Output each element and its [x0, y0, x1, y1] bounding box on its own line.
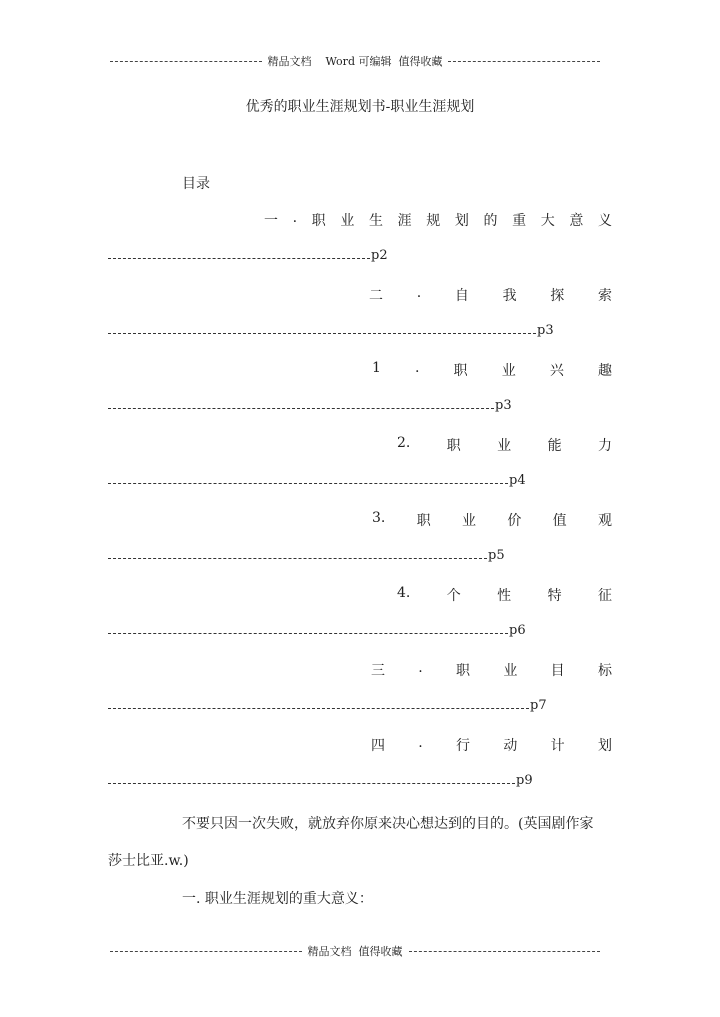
toc-dot-leader — [108, 258, 370, 259]
toc-entry-char: 标 — [597, 663, 612, 679]
page-footer — [110, 943, 600, 959]
toc-entry-char: 四 — [371, 738, 385, 754]
toc-entry-title — [372, 360, 612, 380]
toc-entry-char: 职 — [456, 663, 471, 679]
header-rule-right — [448, 61, 600, 62]
toc-entry-char: 个 — [446, 588, 461, 604]
quote-line-2: 莎士比亚.w.) — [108, 853, 189, 869]
toc-entry — [108, 285, 612, 338]
toc-entry-char: 业 — [503, 663, 518, 679]
toc-entry-char: 涯 — [397, 213, 412, 229]
toc-entry-leader — [108, 772, 533, 788]
footer-rule-left — [110, 951, 302, 952]
toc-page-number: p3 — [495, 398, 512, 413]
toc-dot-leader — [108, 633, 508, 634]
toc-entry-char: 观 — [598, 513, 612, 529]
toc-entry-char: 目 — [550, 663, 565, 679]
toc-page-number: p3 — [537, 323, 554, 338]
toc-entry-char: 值 — [552, 513, 567, 529]
toc-entry-char: 力 — [597, 438, 612, 454]
toc-entry-char: 特 — [547, 588, 562, 604]
toc-entry-char: 大 — [540, 213, 555, 229]
toc-entry-char: 趣 — [598, 363, 612, 379]
section-heading: 一. 职业生涯规划的重大意义： — [182, 891, 373, 907]
toc-entry-char: 能 — [547, 438, 562, 454]
toc-entry-leader — [108, 547, 505, 563]
toc-page-number: p6 — [509, 623, 526, 638]
toc-entry-char: 兴 — [549, 363, 564, 379]
toc-page-number: p2 — [371, 248, 388, 263]
toc-entry-char: 业 — [497, 438, 512, 454]
header-text: 精品文档 Word 可编辑 值得收藏 — [267, 55, 443, 68]
toc-entry — [108, 210, 612, 263]
page-header — [110, 53, 600, 69]
toc-entry-title — [397, 435, 612, 455]
toc-entry-char: 职 — [453, 363, 468, 379]
toc-dot-leader — [108, 333, 536, 334]
toc-entry-title — [371, 660, 612, 680]
toc-dot-leader — [108, 558, 487, 559]
toc-entry-char: 划 — [597, 738, 612, 754]
toc-label: 目录 — [182, 176, 210, 192]
toc-entry-title — [371, 735, 612, 755]
toc-entry-char: 的 — [483, 213, 498, 229]
toc-entry-char: 征 — [597, 588, 612, 604]
toc-dot-leader — [108, 483, 508, 484]
toc-entry-char: 索 — [597, 288, 612, 304]
toc-entry-char: 业 — [462, 513, 477, 529]
toc-page-number: p9 — [516, 773, 533, 788]
toc-entry-char: . — [418, 660, 423, 676]
toc-entry — [108, 435, 612, 488]
document-title: 优秀的职业生涯规划书-职业生涯规划 — [245, 99, 475, 115]
toc-entry-char: 探 — [550, 288, 565, 304]
toc-entry-char: 业 — [501, 363, 516, 379]
toc-entry-char: 义 — [597, 213, 612, 229]
toc-entry-char: 1 — [372, 360, 381, 376]
quote-line-1: 不要只因一次失败，就放弃你原来决心想达到的目的。(英国剧作家 — [182, 816, 594, 832]
toc-entry — [108, 735, 612, 788]
toc-entry-leader — [108, 397, 512, 413]
toc-entry-char: 4. — [397, 585, 411, 601]
toc-dot-leader — [108, 708, 529, 709]
toc-entry-char: 规 — [426, 213, 441, 229]
toc-entry-title — [369, 285, 612, 305]
footer-text: 精品文档 值得收藏 — [307, 945, 403, 958]
toc-entry-char: 划 — [454, 213, 469, 229]
toc-entry — [108, 660, 612, 713]
toc-entry-leader — [108, 472, 526, 488]
toc-entry — [108, 360, 612, 413]
toc-page-number: p4 — [509, 473, 526, 488]
footer-rule-right — [409, 951, 601, 952]
toc-entry-char: . — [415, 360, 420, 376]
toc-entry-char: 业 — [340, 213, 355, 229]
toc-entry — [108, 510, 612, 563]
toc-entry-char: 2. — [397, 435, 411, 451]
toc-entry-leader — [108, 247, 388, 263]
toc-entry-char: 价 — [507, 513, 522, 529]
toc-page-number: p7 — [530, 698, 547, 713]
toc-entry-title — [372, 510, 612, 530]
toc-entry-title — [264, 210, 612, 230]
toc-dot-leader — [108, 408, 494, 409]
toc-entry-char: 计 — [550, 738, 565, 754]
toc-entry-char: . — [292, 210, 298, 226]
toc-entry-char: 职 — [311, 213, 326, 229]
toc-entry-char: 动 — [503, 738, 518, 754]
toc-entry-title — [397, 585, 612, 605]
toc-entry-char: 职 — [446, 438, 461, 454]
toc-entry-char: 我 — [502, 288, 517, 304]
toc-entry-char: 一 — [264, 213, 278, 229]
toc-entry-char: . — [416, 285, 422, 301]
toc-entry-char: 二 — [369, 288, 383, 304]
toc-entry-leader — [108, 322, 554, 338]
toc-entry-leader — [108, 697, 547, 713]
toc-entry — [108, 585, 612, 638]
header-rule-left — [110, 61, 262, 62]
toc-entry-char: 性 — [497, 588, 512, 604]
toc-entry-char: 3. — [372, 510, 386, 526]
toc-entry-char: 行 — [456, 738, 471, 754]
toc-entry-char: 意 — [569, 213, 584, 229]
toc-entry-char: 重 — [512, 213, 527, 229]
toc-entry-char: 三 — [371, 663, 385, 679]
toc-entry-leader — [108, 622, 526, 638]
toc-entry-char: . — [418, 735, 423, 751]
toc-page-number: p5 — [488, 548, 505, 563]
toc-dot-leader — [108, 783, 515, 784]
toc-entry-char: 生 — [368, 213, 383, 229]
toc-entry-char: 自 — [454, 288, 469, 304]
toc-entry-char: 职 — [416, 513, 431, 529]
